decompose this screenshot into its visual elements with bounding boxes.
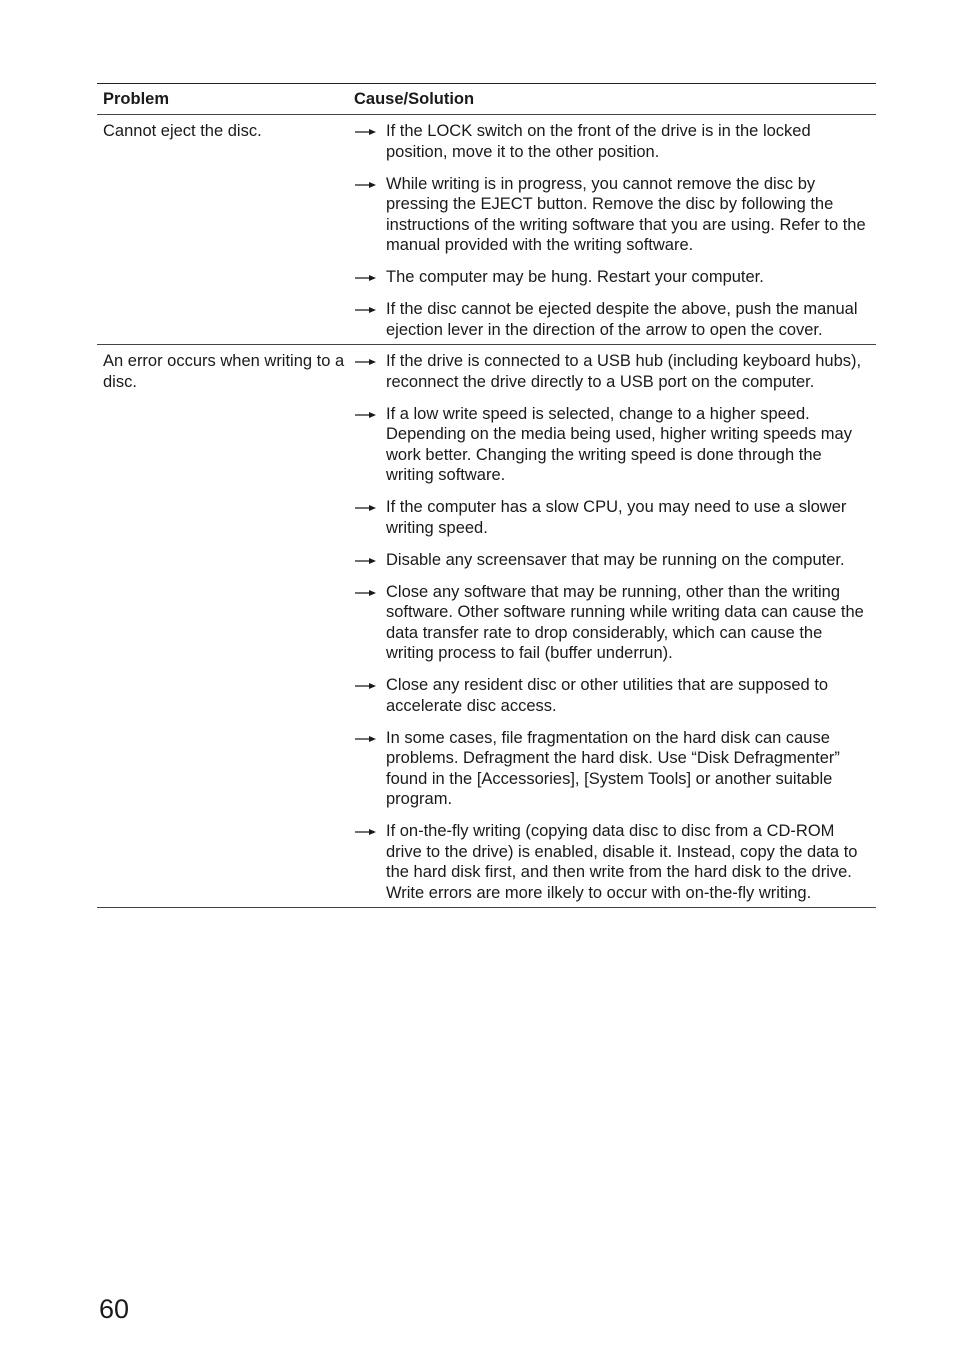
arrow-right-icon [354,675,386,716]
table-row [97,345,876,908]
arrow-right-icon [354,728,386,810]
arrow-right-icon [354,351,386,392]
arrow-right-icon [354,299,386,340]
arrow-right-icon [354,267,386,288]
solution-text: If the LOCK switch on the front of the drive is in the locked position, move it to the other position. [386,122,811,161]
solution-item [354,582,870,664]
solutions-cell [354,121,876,340]
arrow-right-icon [354,121,386,162]
solution-item [354,404,870,486]
solution-item [354,675,870,716]
troubleshooting-table [97,83,876,908]
table-header [97,84,876,115]
solution-item [354,728,870,810]
table-body [97,115,876,908]
solution-item [354,267,870,288]
solution-item [354,174,870,256]
page-number: 60 [99,1294,130,1324]
solution-item [354,550,870,571]
solution-text: In some cases, file fragmentation on the hard disk can cause problems. Defragment the hard disk. Use “Disk Defragmenter” found in the [Accessories], [System Tools] or another suitable program. [386,728,840,808]
solutions-cell [354,351,876,903]
solution-text: If the drive is connected to a USB hub (including keyboard hubs), reconnect the drive directly to a USB port on the computer. [386,352,862,391]
solution-item [354,821,870,903]
arrow-right-icon [354,174,386,256]
solution-text: Disable any screensaver that may be running on the computer. [386,550,845,569]
solution-item [354,351,870,392]
solution-text: If a low write speed is selected, change to a higher speed. Depending on the media being used, higher writing speeds may work better. Changing the writing speed is done through the writing software. [386,404,852,484]
arrow-right-icon [354,582,386,664]
solution-text: If the disc cannot be ejected despite the above, push the manual ejection lever in the direction of the arrow to open the cover. [386,300,858,339]
solution-item [354,121,870,162]
problem-cell: An error occurs when writing to a disc. [103,352,345,391]
solution-text: If on-the-fly writing (copying data disc to disc from a CD-ROM drive to the drive) is enabled, disable it. Instead, copy the data to the hard disk first, and then write from the hard disk to the drive. Write errors are more ilkely to occur with on-the-fly writing. [386,822,858,902]
arrow-right-icon [354,821,386,903]
arrow-right-icon [354,497,386,538]
solution-text: The computer may be hung. Restart your computer. [386,268,764,286]
arrow-right-icon [354,550,386,571]
header-problem: Problem [103,89,170,108]
solution-item [354,497,870,538]
solution-item [354,299,870,340]
table-row [97,115,876,345]
problem-cell: Cannot eject the disc. [103,122,262,140]
solution-text: If the computer has a slow CPU, you may need to use a slower writing speed. [386,498,847,537]
solution-text: While writing is in progress, you cannot remove the disc by pressing the EJECT button. Remove the disc by following the instructions of the writing software that you are using. Refer to the manual provided with the writing software. [386,174,866,254]
solution-text: Close any software that may be running, other than the writing software. Other software running while writing data can cause the data transfer rate to drop considerably, which can cause the writing process to fail (buffer underrun). [386,582,864,662]
arrow-right-icon [354,404,386,486]
header-cause-solution: Cause/Solution [354,89,475,108]
solution-text: Close any resident disc or other utilities that are supposed to accelerate disc access. [386,676,829,715]
